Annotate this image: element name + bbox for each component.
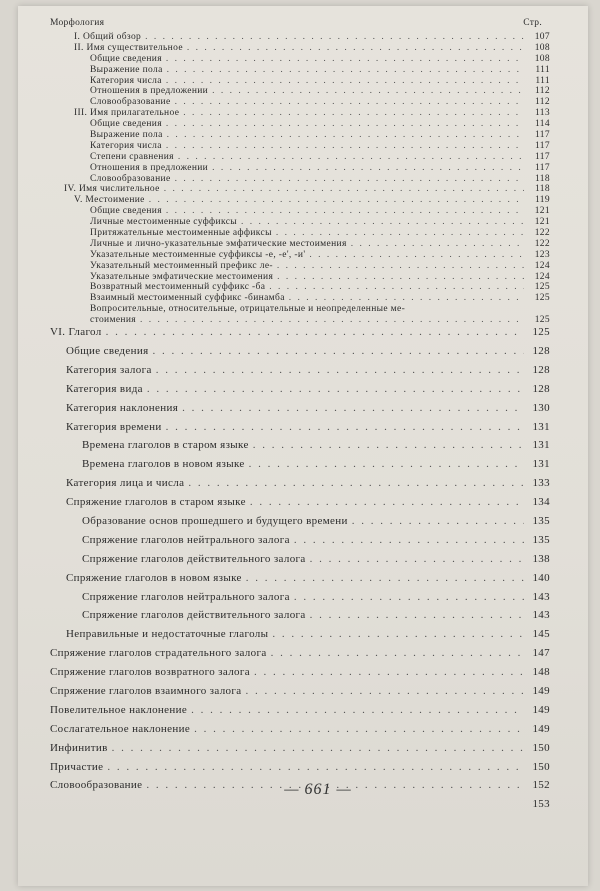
- toc-entry: [50, 152, 550, 163]
- leader-dots: [351, 239, 524, 249]
- toc-entry-page: 118: [535, 184, 550, 195]
- toc-entry: [50, 458, 550, 477]
- toc-entry: [50, 32, 550, 43]
- leader-dots: [164, 184, 524, 194]
- leader-dots: [277, 261, 524, 271]
- leader-dots: [269, 282, 524, 292]
- toc-entry: [50, 553, 550, 572]
- toc-entry-page: 117: [535, 130, 550, 141]
- toc-entry-title: Общие сведения: [90, 119, 162, 130]
- toc-section-verb: [50, 326, 550, 817]
- toc-entry-title: Общие сведения: [90, 53, 162, 64]
- leader-dots: [246, 572, 524, 584]
- toc-entry-title: Категория лица и числа: [66, 477, 185, 490]
- leader-dots: [106, 326, 524, 338]
- leader-dots: [167, 65, 524, 75]
- leader-dots: [149, 195, 524, 205]
- toc-entry-page: 130: [532, 401, 550, 414]
- toc-entry-page: 108: [534, 42, 550, 53]
- toc-entry-page: 118: [535, 173, 550, 184]
- toc-entry: [50, 591, 550, 610]
- leader-dots: [191, 704, 524, 716]
- toc-entry-title: Времена глаголов в старом языке: [82, 439, 249, 452]
- toc-entry-title: I. Общий обзор: [74, 32, 142, 42]
- toc-entry-title: Словообразование: [90, 173, 171, 184]
- toc-entry-page: 138: [532, 552, 550, 565]
- toc-entry-title: Инфинитив: [50, 741, 108, 754]
- toc-entry-page: 117: [535, 140, 550, 151]
- toc-entry-title: Спряжение глаголов нейтрального залога: [82, 533, 290, 546]
- toc-entry: [50, 76, 550, 87]
- leader-dots: [212, 86, 524, 96]
- toc-entry: [50, 496, 550, 515]
- leader-dots: [310, 553, 524, 565]
- toc-entry: [50, 163, 550, 174]
- toc-entry-page: 108: [534, 53, 550, 64]
- book-page: [18, 6, 588, 886]
- toc-entry: [50, 439, 550, 458]
- toc-header: [50, 18, 550, 32]
- leader-dots: [245, 685, 524, 697]
- toc-entry: [50, 261, 550, 272]
- toc-entry: [50, 206, 550, 217]
- leader-dots: [147, 383, 524, 395]
- leader-dots: [166, 141, 524, 151]
- toc-entry: [50, 184, 550, 195]
- toc-entry-page: 111: [535, 75, 550, 86]
- leader-dots: [254, 666, 524, 678]
- toc-continued-entry-line1: Вопросительные, относительные, отрицательные и неопределенные ме-: [90, 304, 406, 315]
- toc-entry-page: 114: [535, 119, 550, 130]
- toc-entry-page: 121: [534, 217, 550, 228]
- toc-entry-page: 112: [535, 97, 550, 108]
- toc-entry-title: Степени сравнения: [90, 151, 174, 162]
- toc-entry-title: Образование основ прошедшего и будущего времени: [82, 514, 348, 527]
- toc-entry-title: Словообразование: [90, 97, 171, 108]
- toc-entry-title: Возвратный местоименный суффикс -ба: [90, 282, 266, 293]
- toc-entry-title: III. Имя прилагательное: [74, 108, 180, 119]
- toc-entry: [50, 239, 550, 250]
- toc-entry-page: 117: [535, 162, 550, 173]
- toc-entry: [50, 217, 550, 228]
- leader-dots: [183, 108, 524, 118]
- leader-dots: [250, 496, 524, 508]
- leader-dots: [167, 130, 524, 140]
- toc-entry-title: Времена глаголов в новом языке: [82, 458, 245, 471]
- leader-dots: [249, 458, 524, 470]
- leader-dots: [166, 119, 524, 129]
- toc-entry-title: Спряжение глаголов действительного залога: [82, 552, 306, 565]
- table-of-contents: [50, 18, 550, 817]
- toc-entry: [50, 742, 550, 761]
- toc-entry: [50, 515, 550, 534]
- toc-entry-page: 133: [532, 477, 550, 490]
- toc-entry-title: Повелительное наклонение: [50, 703, 188, 716]
- toc-entry-title: Личные местоименные суффиксы: [90, 217, 237, 228]
- toc-continued-entry-line2: стоимения . . . 125: [50, 315, 550, 326]
- leader-dots: [194, 723, 524, 735]
- section-title: Морфология: [50, 18, 105, 28]
- toc-entry-page: 107: [534, 32, 550, 42]
- toc-entry-title: II. Имя существительное: [74, 42, 183, 53]
- toc-entry: [50, 282, 550, 293]
- toc-entry-title: Отношения в предложении: [90, 162, 209, 173]
- leader-dots: [175, 174, 524, 184]
- toc-entry: [50, 685, 550, 704]
- toc-entry-title: V. Местоимение: [74, 195, 145, 206]
- toc-entry: [50, 43, 550, 54]
- toc-entry-page: 131: [532, 458, 550, 471]
- toc-entry-page: 125: [534, 282, 550, 293]
- toc-entry-title: Отношения в предложении: [90, 86, 209, 97]
- toc-entry-page: 149: [532, 684, 550, 697]
- toc-entry-page: 131: [532, 420, 550, 433]
- leader-dots: [166, 76, 524, 86]
- toc-entry: [50, 97, 550, 108]
- toc-entry-title: Личные и лично-указательные эмфатические местоимения: [90, 238, 347, 249]
- toc-entry: [50, 609, 550, 628]
- toc-entry-title: Спряжение глаголов действительного залога: [82, 609, 306, 622]
- leader-dots: [156, 364, 524, 376]
- toc-entry-page: 112: [535, 86, 550, 97]
- leader-dots: [178, 152, 524, 162]
- toc-entry-page: 143: [532, 609, 550, 622]
- toc-entry-page: 140: [532, 571, 550, 584]
- toc-entry: [50, 250, 550, 261]
- toc-entry: [50, 572, 550, 591]
- toc-entry-title: Взаимный местоименный суффикс -бинамба: [90, 293, 285, 304]
- toc-section-morphology: [50, 32, 550, 304]
- page-column-label: Стр.: [523, 18, 542, 28]
- toc-entry: [50, 345, 550, 364]
- toc-entry: [50, 86, 550, 97]
- leader-dots: [310, 609, 524, 621]
- toc-entry: [50, 477, 550, 496]
- toc-entry-page: 128: [532, 363, 550, 376]
- toc-entry: [50, 647, 550, 666]
- toc-entry-page: 119: [535, 195, 550, 206]
- toc-entry-page: 124: [534, 260, 550, 271]
- leader-dots: [166, 54, 524, 64]
- toc-entry: [50, 761, 550, 780]
- toc-entry-page: 125: [534, 293, 550, 304]
- leader-dots: [352, 515, 524, 527]
- toc-entry-title: Спряжение глаголов в старом языке: [66, 496, 246, 509]
- toc-entry-page: 148: [532, 666, 550, 679]
- toc-entry-page: 150: [532, 741, 550, 754]
- leader-dots: [166, 421, 524, 433]
- toc-entry: [50, 130, 550, 141]
- toc-entry: [50, 119, 550, 130]
- leader-dots: [276, 228, 524, 238]
- toc-entry-page: 128: [532, 382, 550, 395]
- toc-entry-page: 131: [532, 439, 550, 452]
- toc-entry-title: Категория наклонения: [66, 401, 179, 414]
- toc-entry: [50, 195, 550, 206]
- toc-entry-page: 149: [532, 703, 550, 716]
- toc-entry: [50, 141, 550, 152]
- toc-entry-title: Спряжение глаголов в новом языке: [66, 571, 242, 584]
- leader-dots: [112, 742, 524, 754]
- toc-entry-page: 125: [532, 326, 550, 339]
- toc-entry: [50, 228, 550, 239]
- toc-entry-page: 147: [532, 647, 550, 660]
- toc-entry-page: 135: [532, 533, 550, 546]
- leader-dots: [212, 163, 524, 173]
- toc-entry: [50, 628, 550, 647]
- page-number: — 661 —: [284, 781, 352, 798]
- toc-entry-title: Неправильные и недостаточные глаголы: [66, 628, 269, 641]
- toc-entry-page: 143: [532, 590, 550, 603]
- toc-entry-title: Спряжение глаголов нейтрального залога: [82, 590, 290, 603]
- toc-entry-title: Категория времени: [66, 420, 162, 433]
- toc-entry-page: 122: [534, 238, 550, 249]
- toc-entry-page: 117: [535, 151, 550, 162]
- toc-entry-title: Спряжение глаголов страдательного залога: [50, 647, 267, 660]
- toc-entry-page: 149: [532, 722, 550, 735]
- toc-entry-title: Спряжение глаголов взаимного залога: [50, 684, 242, 697]
- toc-entry-title: Спряжение глаголов возвратного залога: [50, 666, 250, 679]
- toc-entry-title: Категория залога: [66, 363, 152, 376]
- leader-dots: [253, 439, 524, 451]
- leader-dots: [271, 647, 524, 659]
- toc-entry: [50, 402, 550, 421]
- toc-entry-title: Выражение пола: [90, 64, 163, 75]
- toc-entry-page: 124: [534, 271, 550, 282]
- leader-dots: [309, 250, 524, 260]
- leader-dots: [277, 272, 524, 282]
- toc-entry-title: Указательные эмфатические местоимения: [90, 271, 274, 282]
- leader-dots: [153, 345, 525, 357]
- toc-entry-title: Сослагательное наклонение: [50, 722, 191, 735]
- toc-entry-title: Причастие: [50, 760, 104, 773]
- toc-entry-page: 111: [535, 64, 550, 75]
- leader-dots: [166, 206, 524, 216]
- toc-entry-title: Притяжательные местоименные аффиксы: [90, 228, 272, 239]
- toc-entry: [50, 293, 550, 304]
- toc-entry-page: 145: [532, 628, 550, 641]
- toc-entry: [50, 326, 550, 345]
- toc-entry: [50, 421, 550, 440]
- leader-dots: [175, 97, 524, 107]
- toc-entry: [50, 798, 550, 817]
- toc-entry-title: Категория вида: [66, 382, 143, 395]
- toc-entry: [50, 723, 550, 742]
- toc-entry: [50, 54, 550, 65]
- toc-entry: [50, 108, 550, 119]
- toc-entry: [50, 174, 550, 185]
- leader-dots: [294, 534, 524, 546]
- toc-entry: [50, 272, 550, 283]
- toc-entry: [50, 383, 550, 402]
- toc-entry-page: 152: [532, 779, 550, 792]
- toc-entry-title: Общие сведения: [66, 344, 149, 357]
- toc-entry: [50, 704, 550, 723]
- leader-dots: [187, 43, 524, 53]
- toc-entry-title: Общие сведения: [90, 206, 162, 217]
- leader-dots: [241, 217, 524, 227]
- toc-entry: [50, 534, 550, 553]
- leader-dots: [294, 591, 524, 603]
- leader-dots: [272, 628, 524, 640]
- leader-dots: [145, 32, 524, 42]
- toc-entry-title: IV. Имя числительное: [64, 184, 160, 195]
- toc-entry-page: 134: [532, 496, 550, 509]
- toc-entry-title: VI. Глагол: [50, 326, 102, 339]
- toc-entry-title: Словообразование: [50, 779, 143, 792]
- leader-dots: [289, 293, 524, 303]
- toc-entry-page: 153: [532, 798, 550, 811]
- toc-entry-page: 123: [534, 249, 550, 260]
- toc-entry-title: Выражение пола: [90, 130, 163, 141]
- toc-entry-page: 135: [532, 514, 550, 527]
- toc-entry: [50, 364, 550, 383]
- toc-entry-page: 150: [532, 760, 550, 773]
- toc-entry-title: Указательный местоименный префикс ле-: [90, 260, 273, 271]
- toc-entry-title: Категория числа: [90, 75, 162, 86]
- toc-entry-page: 128: [532, 344, 550, 357]
- toc-entry-title: Указательные местоименные суффиксы -е, -е', -и': [90, 249, 306, 260]
- toc-entry-page: 122: [534, 228, 550, 239]
- toc-entry: [50, 666, 550, 685]
- leader-dots: [107, 761, 524, 773]
- toc-entry: [50, 65, 550, 76]
- toc-entry-title: Категория числа: [90, 140, 162, 151]
- leader-dots: [182, 402, 524, 414]
- toc-entry-page: 121: [534, 206, 550, 217]
- toc-entry-page: 113: [535, 108, 550, 119]
- leader-dots: [188, 477, 524, 489]
